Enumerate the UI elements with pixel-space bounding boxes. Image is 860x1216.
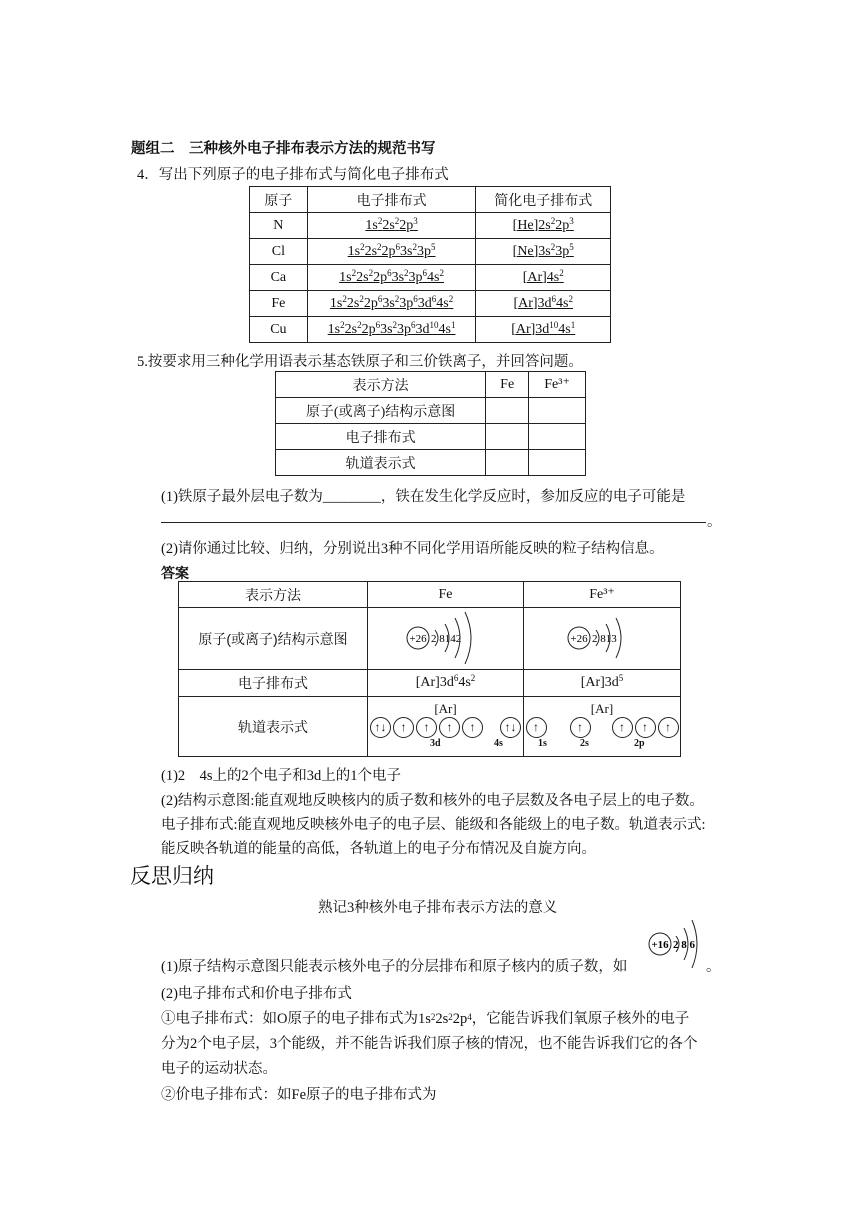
reflect-p4: ②价电子排布式：如Fe原子的电子排布式为: [161, 1087, 437, 1103]
answer-1: (1)2 4s上的2个电子和3d上的1个电子: [161, 768, 402, 784]
orbital-circle: ↑: [393, 717, 414, 738]
short-config: $[He]2s^22p^3$: [476, 213, 611, 239]
answer-2-line: 电子排布式:能直观地反映核外电子的电子层、能级和各能级上的电子数。轨道表示式:: [161, 817, 706, 833]
fe-orbital-diagram: [368, 697, 524, 757]
header-short: 简化电子排布式: [476, 187, 611, 213]
table-row: [250, 317, 611, 343]
answer-2-line: (2)结构示意图:能直观地反映核内的质子数和核外的电子层数及各电子层上的电子数。: [161, 793, 704, 809]
reflect-p1: (1)原子结构示意图只能表示核外电子的分层排布和原子核内的质子数，如: [161, 959, 628, 975]
orbital-boxes: [524, 717, 680, 738]
question-5-1: (1)铁原子最外层电子数为________，铁在发生化学反应时，参加反应的电子可能是: [161, 489, 686, 505]
question-5-2: (2)请你通过比较、归纳，分别说出3种不同化学用语所能反映的粒子结构信息。: [161, 541, 664, 557]
full-config: $1s^22s^22p^63s^23p^64s^2$: [307, 265, 476, 291]
reflect-p3-line: 电子的运动状态。: [161, 1061, 277, 1077]
orbital-circle: ↑: [526, 717, 547, 738]
section-title: 题组二 三种核外电子排布表示方法的规范书写: [131, 141, 436, 157]
orbital-circle: ↑: [612, 717, 633, 738]
header-fe3: Fe³⁺: [529, 372, 586, 398]
row-label: 电子排布式: [179, 670, 368, 697]
table-row: [250, 265, 611, 291]
atom-cell: Cl: [250, 239, 308, 265]
question-4: 4．写出下列原子的电子排布式与简化电子排布式: [137, 167, 449, 183]
full-config: $1s^22s^22p^3$: [307, 213, 476, 239]
atom-cell: Fe: [250, 291, 308, 317]
full-config: $1s^22s^22p^63s^23p^63d^64s^2$: [307, 291, 476, 317]
table-header-row: [250, 187, 611, 213]
reflect-heading: 反思归纳: [130, 865, 214, 888]
answer-blank[interactable]: [486, 424, 529, 450]
fe3-config: $[Ar]3d^5$: [524, 670, 681, 697]
nucleus-label: +26: [408, 633, 427, 645]
sublevel-labels: 1s 2s 2p: [538, 738, 645, 749]
answer-blank[interactable]: [529, 450, 586, 476]
shell-numbers: 2 8142: [430, 633, 461, 645]
atom-diagram-s: [646, 914, 706, 972]
fe-config: $[Ar]3d^64s^2$: [368, 670, 524, 697]
config-table: [249, 186, 611, 343]
orbital-circle: ↑: [416, 717, 437, 738]
o-config: $1s^22s^22p^4$: [417, 1011, 472, 1027]
header-full: 电子排布式: [307, 187, 476, 213]
short-config: $[Ar]3d^64s^2$: [476, 291, 611, 317]
atom-cell: N: [250, 213, 308, 239]
full-config: $1s^22s^22p^63s^23p^63d^{10}4s^1$: [307, 317, 476, 343]
fe3-orbital-diagram: [524, 697, 681, 757]
orbital-circle: ↑↓: [370, 717, 391, 738]
orbital-boxes: [368, 717, 523, 738]
core-label: [Ar]: [590, 701, 614, 716]
answer-blank[interactable]: [529, 398, 586, 424]
svg-text:2 8 6: 2 8 6: [673, 939, 695, 951]
orbital-circle: ↑: [462, 717, 483, 738]
answer-line[interactable]: [161, 522, 706, 523]
orbital-circle: ↑↓: [500, 717, 521, 738]
answer-blank[interactable]: [486, 450, 529, 476]
reflect-p2: (2)电子排布式和价电子排布式: [161, 986, 352, 1002]
period: 。: [706, 959, 721, 975]
orbital-circle: ↑: [635, 717, 656, 738]
answer-label: 答案: [161, 565, 189, 581]
row-label: 电子排布式: [276, 424, 486, 450]
reflect-p3-line: ①电子排布式：如O原子的电子排布式为$1s^22s^22p^4$，它能告诉我们氧原子核外的电子: [161, 1011, 690, 1027]
representation-table: [275, 371, 586, 476]
sublevel-labels: 3d 4s: [430, 738, 503, 749]
row-label: 轨道表示式: [276, 450, 486, 476]
answer-blank[interactable]: [529, 424, 586, 450]
svg-text:+16: +16: [651, 939, 669, 951]
orbital-circle: ↑: [570, 717, 591, 738]
full-config: $1s^22s^22p^63s^23p^5$: [307, 239, 476, 265]
header-method: 表示方法: [179, 582, 368, 608]
question-5: 5.按要求用三种化学用语表示基态铁原子和三价铁离子，并回答问题。: [137, 354, 583, 370]
short-config: $[Ar]3d^{10}4s^1$: [476, 317, 611, 343]
answer-2: [161, 789, 741, 861]
fe3-structure-diagram: [524, 608, 681, 670]
short-config: $[Ar]4s^2$: [476, 265, 611, 291]
core-label: [Ar]: [434, 701, 457, 716]
period: 。: [707, 514, 722, 530]
reflect-p3: [161, 1007, 741, 1082]
atom-diagram-fe3: [562, 608, 642, 664]
orbital-circle: ↑: [658, 717, 679, 738]
nucleus-label: +26: [570, 633, 588, 645]
header-fe: Fe: [368, 582, 524, 608]
row-label: 轨道表示式: [179, 697, 368, 757]
table-row: [250, 213, 611, 239]
atom-diagram-fe: [401, 608, 491, 664]
header-fe: Fe: [486, 372, 529, 398]
table-row: [250, 239, 611, 265]
answer-2-line: 能反映各轨道的能量的高低，各轨道上的电子分布情况及自旋方向。: [161, 841, 596, 857]
answer-blank[interactable]: [486, 398, 529, 424]
atom-cell: Ca: [250, 265, 308, 291]
fe-structure-diagram: [368, 608, 524, 670]
reflect-p3-line: 分为2个电子层，3个能级，并不能告诉我们原子核的情况，也不能告诉我们它的各个: [161, 1036, 698, 1052]
header-method: 表示方法: [276, 372, 486, 398]
answer-table: [178, 581, 681, 757]
orbital-circle: ↑: [439, 717, 460, 738]
reflect-subtitle: 熟记3种核外电子排布表示方法的意义: [318, 900, 558, 916]
atom-cell: Cu: [250, 317, 308, 343]
header-fe3: Fe³⁺: [524, 582, 681, 608]
shell-numbers: 2 813: [592, 633, 617, 645]
row-label: 原子(或离子)结构示意图: [179, 608, 368, 670]
s-atom-diagram: [646, 914, 706, 977]
header-atom: 原子: [250, 187, 308, 213]
short-config: $[Ne]3s^23p^5$: [476, 239, 611, 265]
row-label: 原子(或离子)结构示意图: [276, 398, 486, 424]
table-row: [250, 291, 611, 317]
